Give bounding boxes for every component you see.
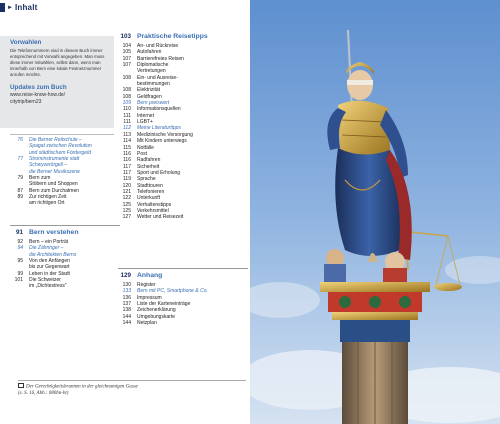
chevron-right-icon: ► xyxy=(7,4,13,11)
toc-page-number: 105 xyxy=(122,49,131,56)
toc-entry-title: Ein- und Ausreise- xyxy=(137,74,178,81)
toc-entry-title: An- und Rückreise xyxy=(137,43,179,49)
updates-url-line2[interactable]: citytrip/bern23 xyxy=(10,98,42,105)
section-number: 91 xyxy=(15,229,23,236)
toc-page-number: 79 xyxy=(17,175,23,182)
toc-entry-title: Medizinische Versorgung xyxy=(137,131,193,138)
toc-entry-title: Verhaltenstipps xyxy=(137,201,172,208)
toc-entry-title: Autofahren xyxy=(137,49,162,56)
toc-page-number: 119 xyxy=(123,176,131,183)
info-heading: Vorwahlen xyxy=(10,39,42,46)
toc-entry-title: Umgebungskarte xyxy=(137,313,176,320)
toc-entry-title: bis zur Gegenwart xyxy=(29,264,70,271)
toc-page-number: 109 xyxy=(122,100,131,107)
page-title: Inhalt xyxy=(14,3,38,12)
section-number: 103 xyxy=(120,33,131,40)
toc-entry-title: Sicherheit xyxy=(137,163,160,170)
toc-page-number: 108 xyxy=(122,87,131,94)
toc-entry-title: Meine Literaturtipps xyxy=(137,125,181,132)
toc-entry-title: Internet xyxy=(137,112,154,119)
toc-entry-title: Mit Kindern unterwegs xyxy=(137,138,187,145)
toc-page-number: 113 xyxy=(123,131,131,138)
toc-entry-title: Telefonieren xyxy=(137,188,165,195)
toc-page-number: 94 xyxy=(17,245,23,252)
toc-right-column xyxy=(118,43,248,221)
toc-page-number: 99 xyxy=(17,270,23,277)
photo xyxy=(250,0,500,424)
toc-page-number: 138 xyxy=(122,307,131,314)
toc-entry-title: Diplomatische xyxy=(137,62,169,69)
toc-page-number: 117 xyxy=(123,169,131,176)
section-heading[interactable] xyxy=(118,33,248,40)
toc-entry-title: am richtigen Ort xyxy=(29,200,65,207)
toc-entry-title: Radfahren xyxy=(137,157,161,164)
caption-marker-icon xyxy=(18,383,24,388)
section-title: Anhang xyxy=(137,272,163,279)
caption-divider xyxy=(18,380,246,381)
toc-entry-title: die Architekten Berns xyxy=(29,251,77,258)
toc-page-number: 111 xyxy=(123,119,131,126)
toc-page-number: 101 xyxy=(14,277,23,284)
caption-line2: (s. S. 16, Abb.: 080bn-bt) xyxy=(18,391,69,396)
toc-entry-title: bestimmungen xyxy=(137,81,170,88)
section-title: Praktische Reisetipps xyxy=(137,33,208,40)
divider xyxy=(10,134,114,135)
toc-page-number: 127 xyxy=(122,214,131,221)
toc-entry-title: Schwyzerörgeli – xyxy=(29,162,68,169)
toc-page-number: 144 xyxy=(122,320,131,327)
toc-entry-title: Verkehrsmittel xyxy=(137,207,169,214)
toc-page-number: 125 xyxy=(122,207,131,214)
toc-entry-title: Elektrizität xyxy=(137,87,161,94)
toc-entry-title: Zeichenerklärung xyxy=(137,307,176,314)
page-header xyxy=(0,3,38,12)
toc-entry-title: Bern zum xyxy=(29,175,51,182)
toc-page-number: 95 xyxy=(17,258,23,265)
toc-page-number: 108 xyxy=(122,74,131,81)
toc-page-number: 133 xyxy=(122,288,131,295)
toc-entry-title: Zur richtigen Zeit xyxy=(29,194,67,201)
toc-entry-title: Netzplan xyxy=(137,320,157,327)
toc-entry-title: Bern – ein Porträt xyxy=(29,239,69,245)
toc-entry[interactable] xyxy=(10,283,120,289)
toc-page-number: 117 xyxy=(123,163,131,170)
info-box xyxy=(0,36,114,128)
toc-left-column xyxy=(10,137,120,207)
toc-page-number: 114 xyxy=(123,138,131,145)
toc-entry-title: Liste der Karteneinträge xyxy=(137,301,191,308)
toc-entry-title: Stöbern und Shoppen xyxy=(29,181,78,188)
section-title: Bern verstehen xyxy=(29,229,79,236)
toc-page-number: 120 xyxy=(122,182,131,189)
section-number: 129 xyxy=(120,272,131,279)
toc-entry-title: Bern mit PC, Smartphone & Co. xyxy=(137,288,208,295)
toc-section-praktisch xyxy=(118,33,248,221)
toc-entry-title: LGBT+ xyxy=(137,119,153,126)
toc-page-number: 104 xyxy=(122,43,131,49)
toc-entry-title: Spagat zwischen Revolution xyxy=(29,143,92,150)
toc-entry-title: Bern preiswert xyxy=(137,100,170,107)
toc-page-number: 130 xyxy=(122,282,131,288)
toc-page-number: 136 xyxy=(122,294,131,301)
toc-page-number: 77 xyxy=(17,156,23,163)
toc-page-number: 121 xyxy=(122,188,131,195)
updates-heading: Updates zum Buch xyxy=(10,83,67,91)
toc-page-number: 112 xyxy=(123,125,131,132)
toc-page-number: 108 xyxy=(122,93,131,100)
toc-entry-title: Notfälle xyxy=(137,144,154,151)
toc-left-column-2 xyxy=(10,239,120,290)
toc-page-number: 116 xyxy=(123,150,131,157)
toc-entry-title: Impressum xyxy=(137,294,162,301)
toc-entry-title: Strominstrumente statt xyxy=(29,156,80,163)
photo-caption xyxy=(18,383,246,398)
toc-entry-title: Leben in der Stadt xyxy=(29,270,70,277)
toc-entry-title: Von den Anfängen xyxy=(29,258,70,265)
toc-entry[interactable] xyxy=(10,200,120,206)
toc-page-number: 122 xyxy=(122,195,131,202)
toc-page-number: 111 xyxy=(123,112,131,119)
toc-entry-title: Register xyxy=(137,282,156,288)
updates-url-line1[interactable]: www.reise-know-how.de/ xyxy=(10,91,66,98)
toc-right-column-2 xyxy=(118,282,248,326)
toc-page-number: 92 xyxy=(17,239,23,245)
toc-entry-title: Stadttouren xyxy=(137,182,163,189)
toc-entry-title: Wetter und Reisezeit xyxy=(137,214,184,221)
toc-entry-title: Barrierefreies Reisen xyxy=(137,55,184,62)
toc-entry-title: und städtischem Fördergeld xyxy=(29,149,91,156)
toc-page-number: 76 xyxy=(17,137,23,143)
caption-line1: Der Gerechtigkeitsbrunnen in der gleichnamigen Gasse xyxy=(26,384,138,390)
toc-entry-title: Unterkunft xyxy=(137,195,161,202)
toc-page-number: 125 xyxy=(122,201,131,208)
toc-section-bern xyxy=(10,225,120,290)
toc-entry[interactable] xyxy=(118,320,248,326)
toc-entry-title: die Berner Musikszene xyxy=(29,168,80,175)
toc-page-number: 115 xyxy=(123,144,131,151)
toc-section-anhang xyxy=(118,268,248,326)
toc-entry-title: Die Berner Reitschule – xyxy=(29,137,82,143)
toc-entry-title: Post xyxy=(137,150,148,157)
toc-entry-title: Bern zum Durchatmen xyxy=(29,187,80,194)
toc-entry-title: Informationsquellen xyxy=(137,106,181,113)
toc-entry-title: Die Zähringer – xyxy=(29,245,64,252)
header-marker xyxy=(0,3,5,12)
toc-page-number: 87 xyxy=(17,187,23,194)
toc-entry-title: Sprache xyxy=(137,176,156,183)
toc-page-number: 107 xyxy=(122,55,131,62)
toc-entry-title: Die Schweizer xyxy=(29,277,61,284)
section-heading[interactable] xyxy=(10,225,120,236)
toc-page-number: 137 xyxy=(122,301,131,308)
toc-entry[interactable] xyxy=(118,214,248,220)
section-heading[interactable] xyxy=(118,268,248,279)
toc-entry-title: Sport und Erholung xyxy=(137,169,181,176)
justice-statue-illustration xyxy=(250,0,500,424)
toc-page-number: 107 xyxy=(122,62,131,69)
toc-entry-title: Vertretungen xyxy=(137,68,166,75)
toc-entry-title: im „Dichtestress“ xyxy=(29,283,67,290)
toc-page-number: 116 xyxy=(123,157,131,164)
toc-page-number: 110 xyxy=(123,106,131,113)
info-text: Die Telefonnummern sind in diesem Buch immer entsprechend mit Vorwahl angegeben. Man muss diese immer mitwählen, selbst dann, wenn man innerhalb von Bern eine lokale Festnetznummer anrufen möchte. xyxy=(10,48,105,77)
toc-page-number: 89 xyxy=(17,194,23,201)
toc-entry-title: Geldfragen xyxy=(137,93,162,100)
toc-page-number: 144 xyxy=(122,313,131,320)
